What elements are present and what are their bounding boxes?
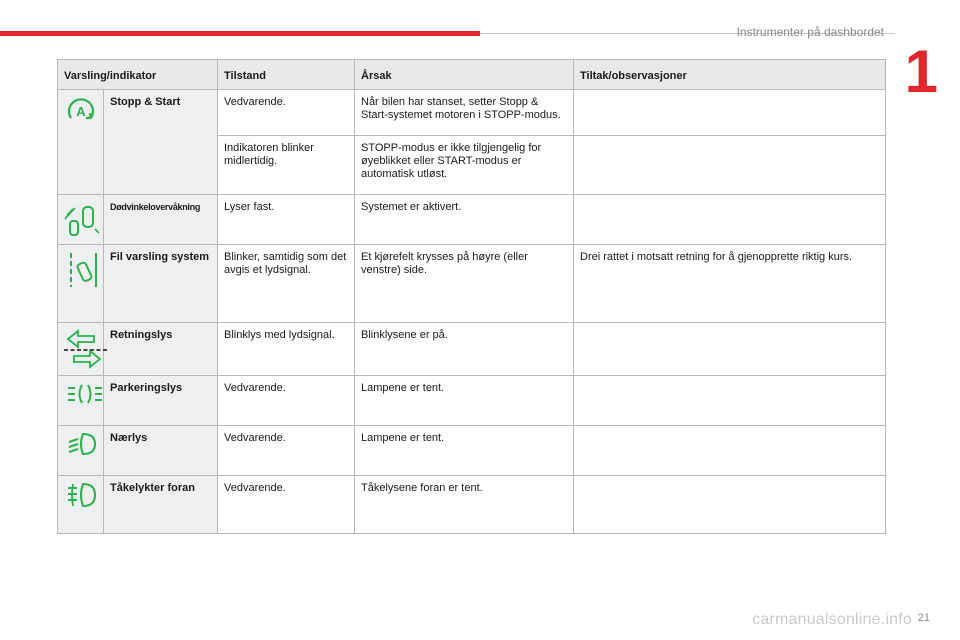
stop-start-icon [58,90,104,195]
state-cell: Vedvarende. [218,476,355,534]
watermark: carmanualsonline.info [752,611,912,628]
table-row [58,195,886,245]
table-row [58,426,886,476]
chapter-number: 1 [904,38,938,105]
indicator-name: Parkeringslys [104,376,218,426]
indicator-name: Stopp & Start [104,90,218,195]
cause-cell: Et kjørefelt krysses på høyre (eller venstre) side. [355,245,574,323]
lane-departure-icon [58,245,104,323]
indicator-name: Retningslys [104,323,218,376]
action-cell [574,195,886,245]
chapter-title: Instrumenter på dashbordet [736,25,884,39]
state-cell: Blinklys med lydsignal. [218,323,355,376]
cause-cell: Lampene er tent. [355,376,574,426]
indicator-name: Dødvinkelovervåkning [104,195,218,245]
table-row [58,245,886,323]
parking-lights-icon [58,376,104,426]
indicator-table [57,59,886,534]
state-cell: Vedvarende. [218,90,355,136]
table-row [58,376,886,426]
action-cell [574,323,886,376]
column-header: Tilstand [218,60,355,90]
cause-cell: Lampene er tent. [355,426,574,476]
table-header-row [58,60,886,90]
indicator-name: Nærlys [104,426,218,476]
cause-cell: Blinklysene er på. [355,323,574,376]
blind-spot-icon [58,195,104,245]
header-red-bar [0,31,480,36]
cause-cell: Systemet er aktivert. [355,195,574,245]
low-beam-icon [58,426,104,476]
column-header: Varsling/indikator [58,60,218,90]
action-cell [574,136,886,195]
action-cell [574,426,886,476]
cause-cell: Når bilen har stanset, setter Stopp & Start-systemet motoren i STOPP-modus. [355,90,574,136]
front-fog-icon [58,476,104,534]
action-cell [574,376,886,426]
column-header: Tiltak/observasjoner [574,60,886,90]
indicator-name: Tåkelykter foran [104,476,218,534]
svg-text:A: A [75,104,86,119]
state-cell: Vedvarende. [218,376,355,426]
cause-cell: Tåkelysene foran er tent. [355,476,574,534]
state-cell: Lyser fast. [218,195,355,245]
table-row [58,323,886,376]
state-cell: Vedvarende. [218,426,355,476]
state-cell: Indikatoren blinker midlertidig. [218,136,355,195]
table-row [58,476,886,534]
cause-cell: STOPP-modus er ikke tilgjengelig for øyeblikket eller START-modus er automatisk utløst. [355,136,574,195]
table-row [58,90,886,136]
action-cell: Drei rattet i motsatt retning for å gjenopprette riktig kurs. [574,245,886,323]
action-cell [574,476,886,534]
state-cell: Blinker, samtidig som det avgis et lydsignal. [218,245,355,323]
column-header: Årsak [355,60,574,90]
page-number: 21 [917,612,930,624]
action-cell [574,90,886,136]
turn-signal-icon [58,323,104,376]
indicator-name: Fil varsling system [104,245,218,323]
